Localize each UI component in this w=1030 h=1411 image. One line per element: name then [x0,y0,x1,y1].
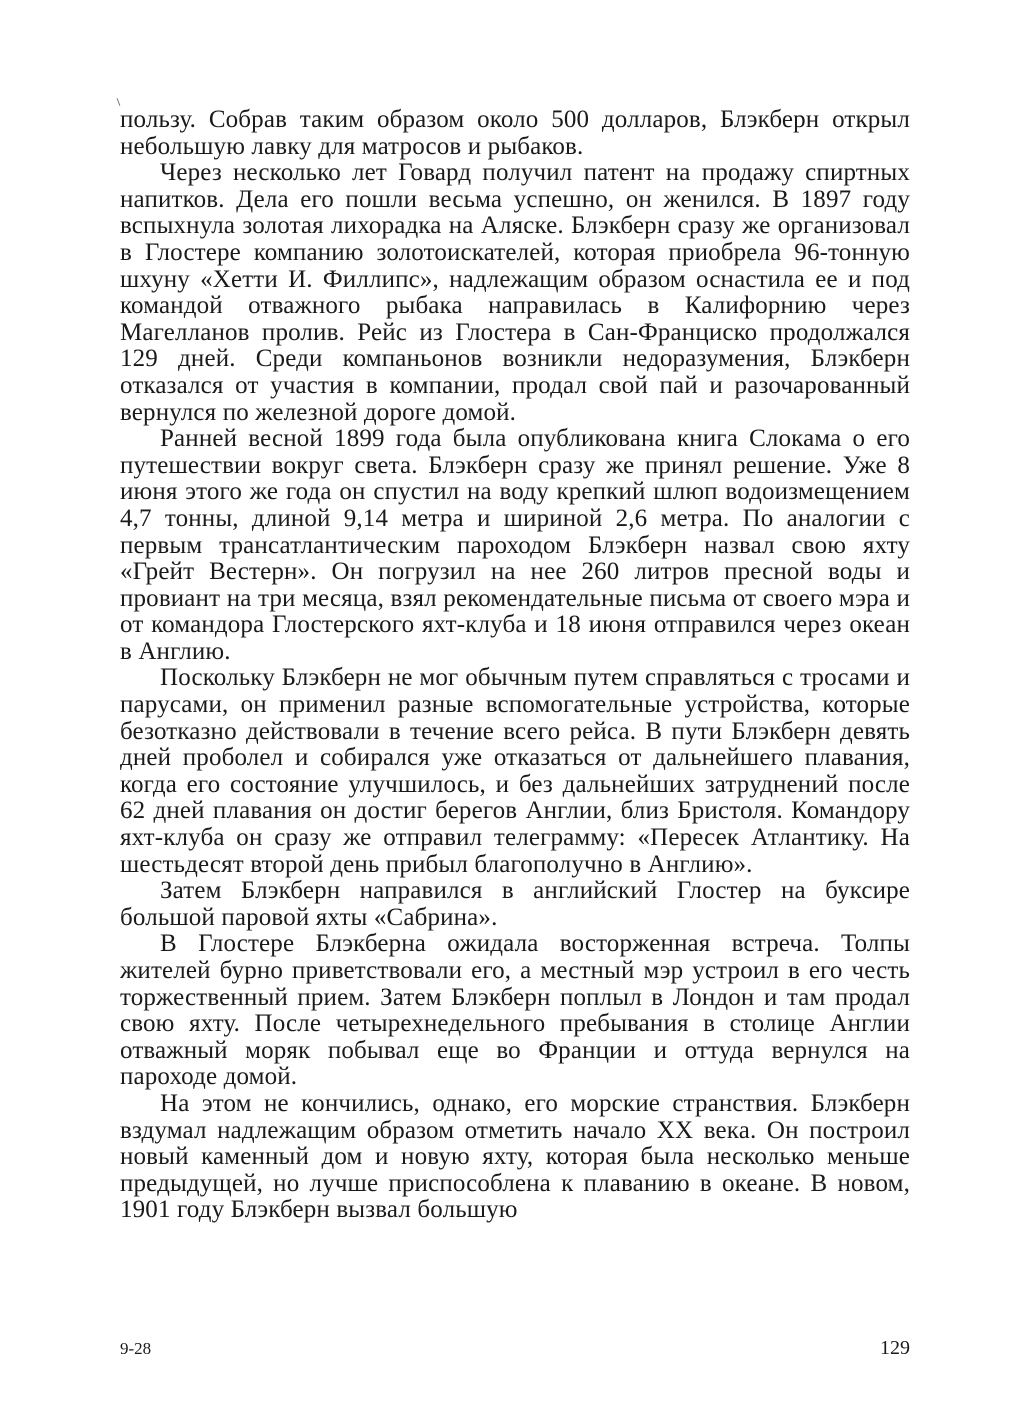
paragraph-6: В Глостере Блэкберна ожидала восторженная встреча. Толпы жителей бурно приветствовали его, а местный мэр устроил в его честь торжественный прием. Затем Блэкберн поплыл в Лондон и там продал свою яхту. После четырехнедельного пребывания в столице Англии отважный моряк побывал еще во Франции и оттуда вернулся на пароходе домой. [120,930,910,1091]
paragraph-7: На этом не кончились, однако, его морские странствия. Блэкберн вздумал надлежащим образом отметить начало XX века. Он построил новый каменный дом и новую яхту, которая была несколько меньше предыдущей, но лучше приспособлена к плаванию в океане. В новом, 1901 году Блэкберн вызвал большую [120,1089,910,1224]
paragraph-4: Поскольку Блэкберн не мог обычным путем справляться с тросами и парусами, он применил разные вспомогательные устройства, которые безотказно действовали в течение всего рейса. В пути Блэкберн девять дней проболел и собирался уже отказаться от дальнейшего плавания, когда его состояние улучшилось, и без дальнейших затруднений после 62 дней плавания он достиг берегов Англии, близ Бристоля. Командору яхт-клуба он сразу же отправил телеграмму: «Пересек Атлантику. На шестьдесят второй день прибыл благополучно в Англию». [120,664,910,878]
page-body [120,107,910,1224]
scan-mark [117,98,121,106]
paragraph-3: Ранней весной 1899 года была опубликована книга Слокама о его путешествии вокруг света. Блэкберн сразу же принял решение. Уже 8 июня этого же года он спустил на воду крепкий шлюп водоизмещением 4,7 тонны, длиной 9,14 метра и шириной 2,6 метра. По аналогии с первым трансатлантическим пароходом Блэкберн назвал свою яхту «Грейт Вестерн». Он погрузил на нее 260 литров пресной воды и провиант на три месяца, взял рекомендательные письма от своего мэра и от командора Глостерского яхт-клуба и 18 июня отправился через океан в Англию. [120,425,910,665]
paragraph-5: Затем Блэкберн направился в английский Глостер на буксире большой паровой яхты «Сабрина». [120,877,910,931]
paragraph-1: пользу. Собрав таким образом около 500 долларов, Блэкберн открыл небольшую лавку для матросов и рыбаков. [120,106,910,160]
page-footer [120,1337,910,1360]
page-number: 129 [880,1337,910,1359]
paragraph-2: Через несколько лет Говард получил патент на продажу спиртных напитков. Дела его пошли весьма успешно, он женился. В 1897 году вспыхнула золотая лихорадка на Аляске. Блэкберн сразу же организовал в Глостере компанию золотоискателей, которая приобрела 96-тонную шхуну «Хетти И. Филлипс», надлежащим образом оснастила ее и под командой отважного рыбака направилась в Калифорнию через Магелланов пролив. Рейс из Глостера в Сан-Франциско продолжался 129 дней. Среди компаньонов возникли недоразумения, Блэкберн отказался от участия в компании, продал свой пай и разочарованный вернулся по железной дороге домой. [120,159,910,426]
printer-signature: 9-28 [120,1339,152,1358]
